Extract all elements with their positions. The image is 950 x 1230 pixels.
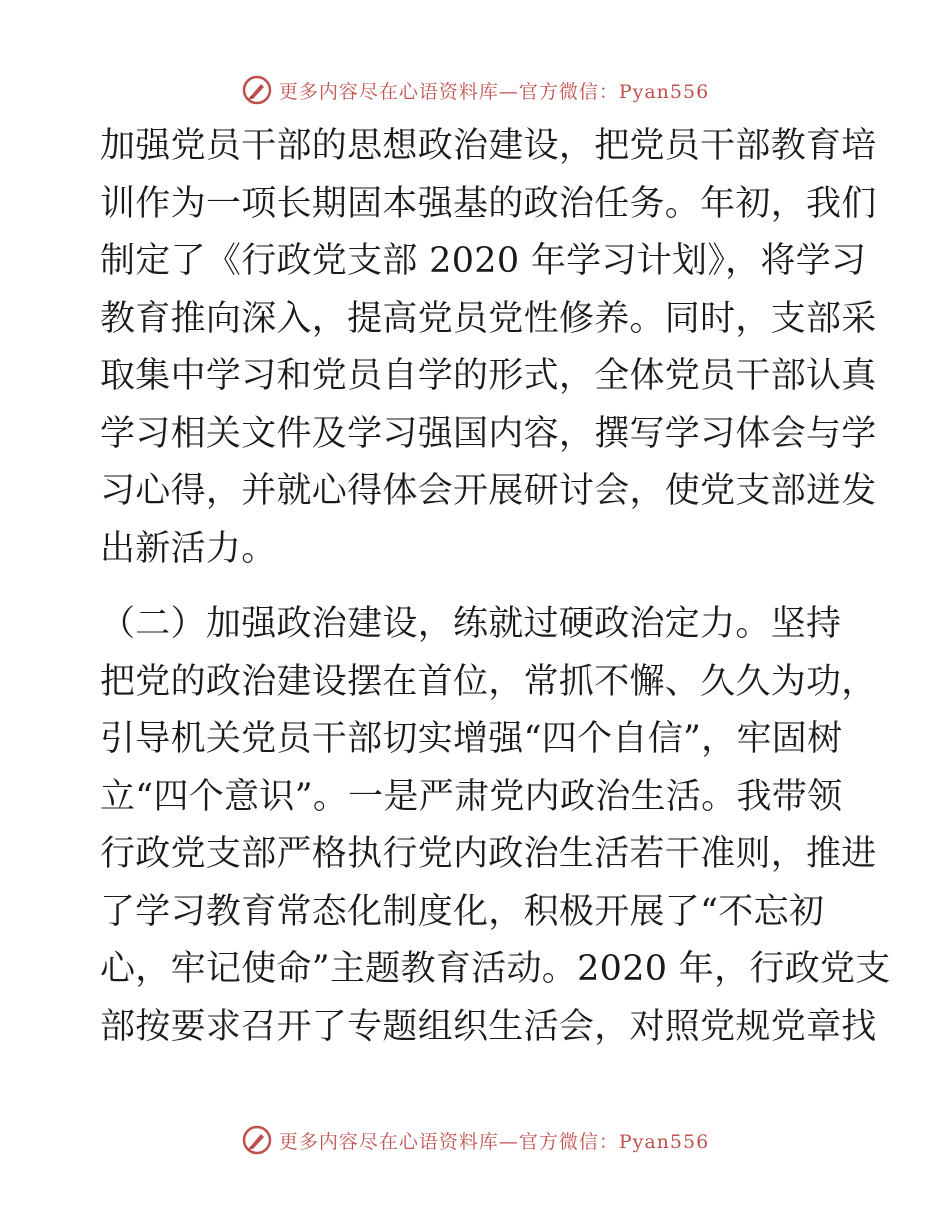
pen-nib-icon [241, 1124, 273, 1156]
text-line: 学习相关文件及学习强国内容，撰写学习体会与学 [100, 413, 877, 454]
pen-nib-icon [241, 74, 273, 106]
text-line: 训作为一项长期固本强基的政治任务。年初，我们 [100, 183, 877, 224]
text-line: 教育推向深入，提高党员党性修养。同时，支部采 [100, 298, 877, 339]
text-line: （二）加强政治建设，练就过硬政治定力。坚持 [100, 604, 842, 644]
text-line: 了学习教育常态化制度化，积极开展了“不忘初 [100, 891, 825, 932]
watermark-text: 更多内容尽在心语资料库—官方微信：Pyan556 [278, 80, 710, 103]
text-line: 把党的政治建设摆在首位，常抓不懈、久久为功， [100, 661, 877, 702]
text-line: 出新活力。 [100, 528, 277, 569]
paragraph-1 [100, 118, 877, 578]
paragraph-spacer [100, 578, 860, 596]
text-line: 习心得，并就心得体会开展研讨会，使党支部迸发 [100, 471, 877, 511]
footer-watermark [0, 1120, 950, 1160]
text-line: 部按要求召开了专题组织生活会，对照党规党章找 [100, 1006, 877, 1047]
text-line: 引导机关党员干部切实增强“四个自信”，牢固树 [100, 719, 843, 759]
header-watermark [0, 70, 950, 110]
document-body [100, 118, 891, 1056]
text-line: 立“四个意识”。一是严肃党内政治生活。我带领 [100, 776, 843, 817]
watermark-text: 更多内容尽在心语资料库—官方微信：Pyan556 [278, 1130, 710, 1153]
text-line: 取集中学习和党员自学的形式，全体党员干部认真 [100, 356, 877, 396]
paragraph-2 [100, 596, 891, 1056]
text-line: 制定了《行政党支部 2020 年学习计划》，将学习 [100, 241, 867, 281]
text-line: 行政党支部严格执行党内政治生活若干准则，推进 [100, 834, 877, 874]
text-line: 加强党员干部的思想政治建设，把党员干部教育培 [100, 126, 877, 166]
text-line: 心，牢记使命”主题教育活动。2020 年，行政党支 [100, 949, 891, 989]
